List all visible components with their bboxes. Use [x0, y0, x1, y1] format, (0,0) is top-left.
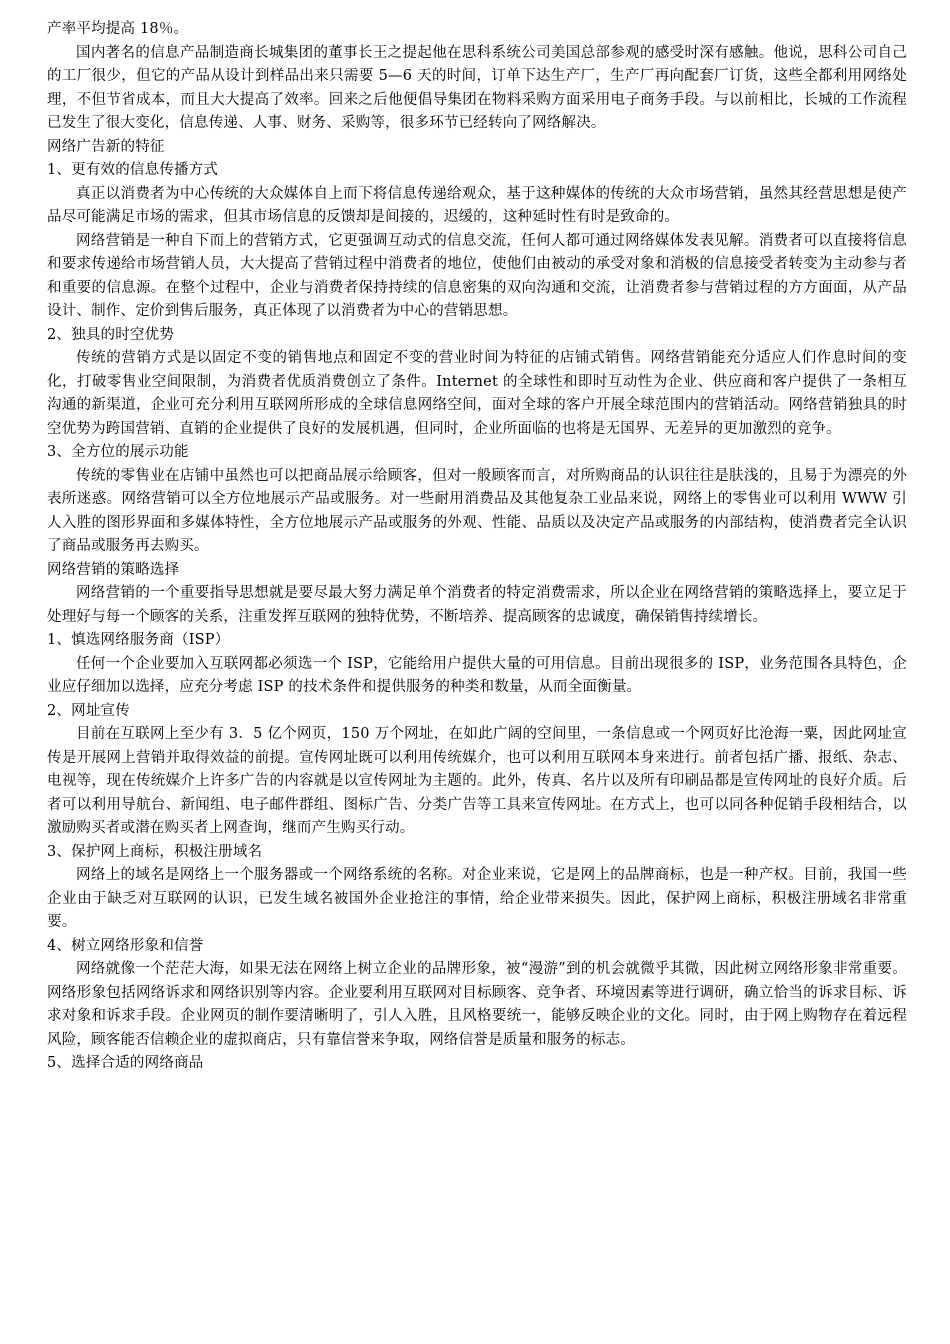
paragraph: 目前在互联网上至少有 3．5 亿个网页，150 万个网址，在如此广阔的空间里，一条信息或一个网页好比沧海一粟，因此网址宣传是开展网上营销并取得效益的前提。宣传网址既可以利用传统媒介，也可以利用互联网本身来进行。前者包括广播、报纸、杂志、电视等，现在传统媒介上许多广告的内容就是以宣传网址为主题的。此外，传真、名片以及所有印刷品都是宣传网址的良好介质。后者可以利用导航台、新闻组、电子邮件群组、图标广告、分类广告等工具来宣传网址。在方式上，也可以同各种促销手段相结合，以激励购买者或潜在购买者上网查询，继而产生购买行动。	[47, 726, 907, 836]
subsection-heading: 5、选择合适的网络商品	[47, 1055, 204, 1071]
subsection-heading: 3、全方位的展示功能	[47, 444, 189, 460]
paragraph: 网络上的域名是网络上一个服务器或一个网络系统的名称。对企业来说，它是网上的品牌商标，也是一种产权。目前，我国一些企业由于缺乏对互联网的认识，已发生域名被国外企业抢注的事情，给企业带来损失。因此，保护网上商标，积极注册域名非常重要。	[47, 867, 907, 930]
document-page	[47, 18, 907, 1076]
paragraph: 国内著名的信息产品制造商长城集团的董事长王之提起他在思科系统公司美国总部参观的感受时深有感触。他说，思科公司自己的工厂很少，但它的产品从设计到样品出来只需要 5—6 天的时间，订单下达生产厂，生产厂再向配套厂订货，这些全都利用网络处理，不但节省成本，而且大大提高了效率。回来之后他便倡导集团在物料采购方面采用电子商务手段。与以前相比，长城的工作流程已发生了很大变化，信息传递、人事、财务、采购等，很多环节已经转向了网络解决。	[47, 44, 907, 131]
subsection-heading: 1、更有效的信息传播方式	[47, 162, 219, 178]
section-heading: 网络广告新的特征	[47, 138, 165, 155]
paragraph: 任何一个企业要加入互联网都必须选一个 ISP，它能给用户提供大量的可用信息。目前出现很多的 ISP，业务范围各具特色，企业应仔细加以选择，应充分考虑 ISP 的技术条件和提供服务的种类和数量，从而全面衡量。	[47, 655, 907, 695]
paragraph: 传统的营销方式是以固定不变的销售地点和固定不变的营业时间为特征的店铺式销售。网络营销能充分适应人们作息时间的变化，打破零售业空间限制，为消费者优质消费创立了条件。Internet 的全球性和即时互动性为企业、供应商和客户提供了一条相互沟通的新渠道，企业可充分利用互联网所形成的全球信息网络空间，面对全球的客户开展全球范围内的营销活动。网络营销独具的时空优势为跨国营销、直销的企业提供了良好的发展机遇，但同时，企业所面临的也将是无国界、无差异的更加激烈的竞争。	[47, 350, 907, 437]
subsection-heading: 2、独具的时空优势	[47, 326, 175, 343]
section-heading: 网络营销的策略选择	[47, 561, 180, 578]
paragraph: 网络营销的一个重要指导思想就是要尽最大努力满足单个消费者的特定消费需求，所以企业在网络营销的策略选择上，要立足于处理好与每一个顾客的关系，注重发挥互联网的独特优势，不断培养、提高顾客的忠诚度，确保销售持续增长。	[47, 585, 907, 625]
paragraph: 真正以消费者为中心传统的大众媒体自上而下将信息传递给观众，基于这种媒体的传统的大众市场营销，虽然其经营思想是使产品尽可能满足市场的需求，但其市场信息的反馈却是间接的，迟缓的，这种延时性有时是致命的。	[47, 185, 907, 225]
subsection-heading: 1、慎选网络服务商（ISP）	[47, 632, 230, 648]
subsection-heading: 2、网址宣传	[47, 702, 130, 719]
subsection-heading: 3、保护网上商标，积极注册域名	[47, 843, 263, 860]
subsection-heading: 4、树立网络形象和信誉	[47, 937, 204, 954]
paragraph: 网络营销是一种自下而上的营销方式，它更强调互动式的信息交流，任何人都可通过网络媒体发表见解。消费者可以直接将信息和要求传递给市场营销人员，大大提高了营销过程中消费者的地位，使他们由被动的承受对象和消极的信息接受者转变为主动参与者和重要的信息源。在整个过程中，企业与消费者保持持续的信息密集的双向沟通和交流，让消费者参与营销过程的方方面面，从产品设计、制作、定价到售后服务，真正体现了以消费者为中心的营销思想。	[47, 232, 907, 319]
paragraph: 传统的零售业在店铺中虽然也可以把商品展示给顾客，但对一般顾客而言，对所购商品的认识往往是肤浅的，且易于为漂亮的外表所迷惑。网络营销可以全方位地展示产品或服务。对一些耐用消费品及其他复杂工业品来说，网络上的零售业可以利用 WWW 引人入胜的图形界面和多媒体特性，全方位地展示产品或服务的外观、性能、品质以及决定产品或服务的内部结构，使消费者完全认识了商品或服务再去购买。	[47, 467, 907, 554]
text-line: 产率平均提高 18％。	[47, 21, 189, 37]
paragraph: 网络就像一个茫茫大海，如果无法在网络上树立企业的品牌形象，被“漫游”到的机会就微乎其微，因此树立网络形象非常重要。网络形象包括网络诉求和网络识别等内容。企业要利用互联网对目标顾客、竞争者、环境因素等进行调研，确立恰当的诉求目标、诉求对象和诉求手段。企业网页的制作要清晰明了，引人入胜，且风格要统一，能够反映企业的文化。同时，由于网上购物存在着远程风险，顾客能否信赖企业的虚拟商店，只有靠信誉来争取，网络信誉是质量和服务的标志。	[47, 961, 907, 1048]
